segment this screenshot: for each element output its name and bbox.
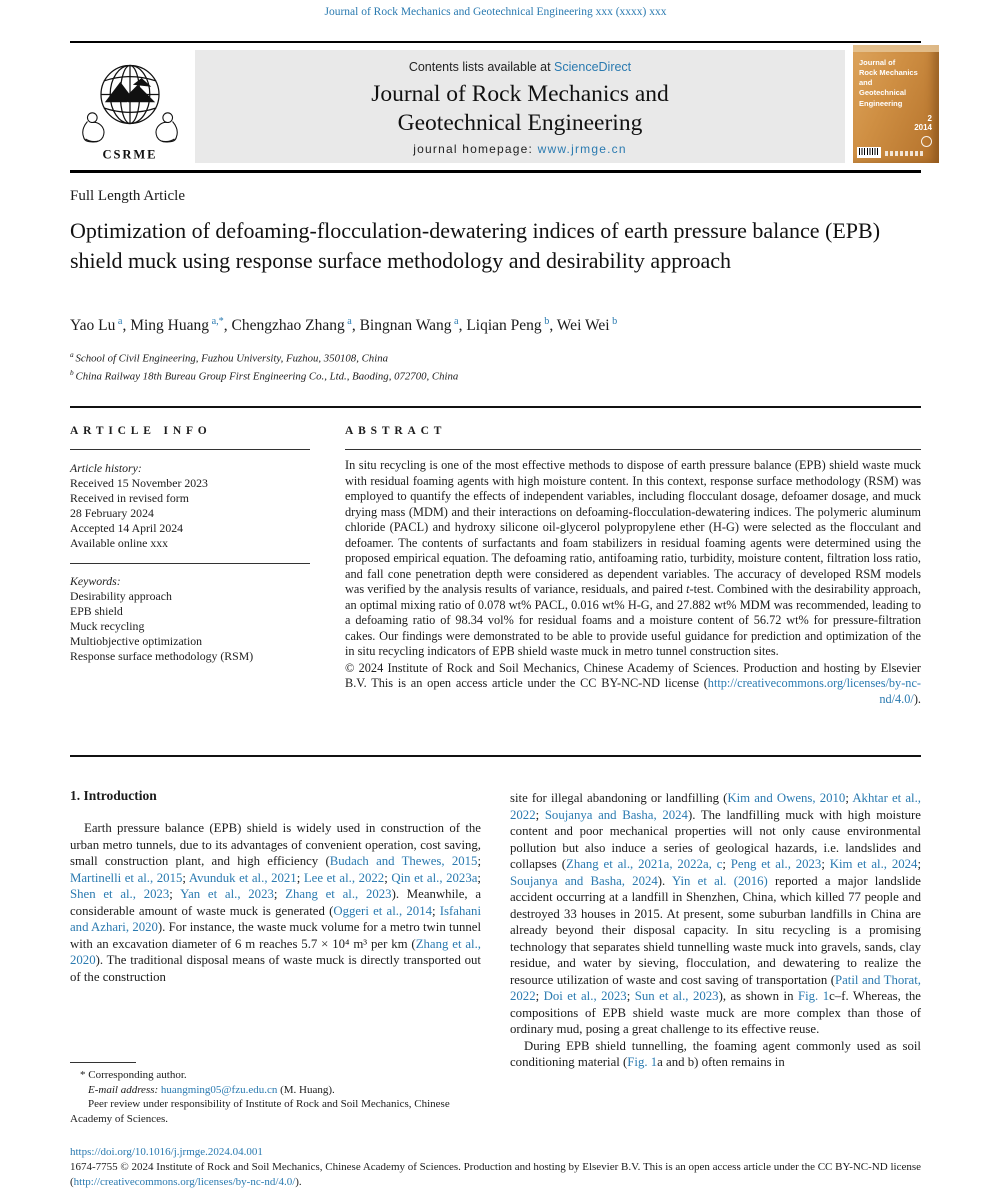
text-segment: 1674-7755 © 2024 Institute of Rock and Soil Mechanics, Chinese Academy of Sciences. Production and hosting by Elsevier B.V. This is an open access article under the CC BY-NC-ND license ( — [70, 1161, 921, 1188]
intro-paragraph-right — [510, 790, 921, 1038]
running-head: Journal of Rock Mechanics and Geotechnical Engineering xxx (xxxx) xxx — [324, 6, 667, 18]
journal-header-box — [195, 50, 845, 163]
affiliation-b — [70, 367, 921, 385]
article-title: Optimization of defoaming-flocculation-dewatering indices of earth pressure balance (EPB) shield muck using response surface methodology and desirability approach — [70, 218, 881, 273]
link[interactable]: Patil and Thorat, 2022 — [510, 972, 921, 1003]
text-segment: ). — [913, 691, 921, 706]
article-info-rule — [70, 449, 310, 450]
text-segment: School of Civil Engineering, Fuzhou University, Fuzhou, 350108, China — [75, 352, 388, 365]
link[interactable]: ScienceDirect — [554, 60, 632, 74]
link[interactable]: Kim and Owens, 2010 — [727, 791, 846, 805]
top-rule — [70, 41, 921, 43]
text-segment: E-mail address: — [88, 1083, 159, 1096]
body-column-right — [510, 790, 921, 1071]
text-segment: a — [70, 350, 76, 359]
article-history-label: Article history: — [70, 461, 142, 475]
cover-title-line1: Journal of — [859, 58, 896, 67]
link[interactable]: Zhang et al., 2023 — [285, 887, 392, 901]
text-segment: reported a major landslide accident occurring at a landfill in Shenzhen, China, which killed 77 people and destroyed 33 houses in 2015. At present, some suburban landfills in China are already beyond their disposal capacity. In situ recycling is a promising technology that separates shield tunnelling waste muck into gravels, sands, clay residue, and water by sieving, flocculation, and dewatering to realize the resource utilization of waste and cost saving of transportation ( — [510, 873, 921, 987]
meta-top-rule — [70, 406, 921, 408]
text-segment: ). Meanwhile, a considerable amount of waste muck is generated ( — [70, 887, 481, 918]
text-segment: ; — [917, 857, 921, 871]
link[interactable]: https://doi.org/10.1016/j.jrmge.2024.04.001 — [70, 1146, 263, 1158]
cover-emblem-icon — [921, 136, 932, 147]
link[interactable]: http://creativecommons.org/licenses/by-nc-nd/4.0/ — [707, 676, 921, 706]
text-segment: ; — [821, 857, 830, 871]
text-segment: c–f. Whereas, the compositions of EPB shield waste muck are more complex than those of ordinary mud, posing a great challenge to its effective reuse. — [510, 989, 921, 1036]
journal-homepage-line — [195, 142, 845, 156]
text-segment: ). The landfilling muck with high moisture content and poor mechanical properties will not only cause environmental pollution but also induce a series of geological hazards, i.e. landslides and collapses ( — [510, 807, 921, 871]
abstract-copyright — [345, 661, 921, 708]
cover-publisher-marks — [885, 151, 925, 156]
link[interactable]: Oggeri et al., 2014 — [333, 903, 432, 918]
cover-issue-year: 2014 — [914, 123, 932, 133]
history-line: Received in revised form — [70, 490, 189, 505]
contents-line — [195, 60, 845, 74]
text-segment: (M. Huang). — [277, 1083, 335, 1096]
abstract-rule — [345, 449, 921, 450]
link[interactable]: Martinelli et al., 2015 — [70, 870, 183, 885]
link[interactable]: Sun et al., 2023 — [634, 989, 719, 1003]
footnote-block — [70, 1068, 490, 1126]
journal-title-line1: Journal of Rock Mechanics and — [371, 81, 669, 107]
text-segment: Peer review under responsibility of Institute of Rock and Soil Mechanics, Chinese Academy of Sciences. — [70, 1098, 450, 1125]
link[interactable]: Yan et al., 2023 — [180, 887, 274, 901]
text-segment: a and b) often remains in — [657, 1055, 785, 1069]
text-segment: ; — [626, 989, 635, 1003]
link[interactable]: a — [344, 316, 352, 327]
link[interactable]: Fig. 1 — [797, 989, 830, 1003]
link[interactable]: b — [541, 316, 550, 327]
corresponding-author-note — [70, 1068, 490, 1083]
csrme-logo-icon — [72, 52, 188, 164]
authors-line — [70, 316, 921, 335]
peer-review-note — [70, 1097, 490, 1126]
history-line: Available online xxx — [70, 535, 169, 550]
text-segment: , Liqian Peng — [458, 317, 542, 335]
intro-paragraph-left — [70, 820, 481, 985]
link[interactable]: Fig. 1 — [627, 1055, 658, 1069]
barcode-icon — [857, 147, 881, 158]
text-segment: In situ recycling is one of the most effective methods to dispose of earth pressure balance (EPB) shield waste muck with residual foaming agents with high moisture content. In this context, response surface methodology (RSM) was employed to quantify the effects of independent variables, including flocculant dosage, defoamer dosage, and muck drying mass (MDM) and their interactions on defoaming-flocculation-dewatering indices. The polymeric aluminum chloride (PACL) and hydroxy silicone oil-glycerol polypropylene ether (H-G) were selected as the flocculant and defoamer. The contents of surfactants and foam stabilizers in residual foaming agents were determined using the proposed empirical equation. The defoaming ratio, antifoaming ratio, turbidity, moisture content, filtration loss ratio, and fall cone penetration depth were considered as dependent variables. The accuracy of developed RSM models was verified by the analysis results of variance, residuals, and paired — [345, 458, 921, 596]
text-segment: ; — [535, 807, 545, 822]
link[interactable]: Zhang et al., 2020 — [70, 936, 481, 967]
link[interactable]: Qin et al., 2023a — [391, 870, 478, 885]
text-segment: ). — [295, 1175, 302, 1188]
text-segment: Yao Lu — [70, 317, 116, 335]
text-segment: journal homepage: — [413, 142, 538, 156]
text-segment: ; — [432, 903, 440, 918]
text-segment: ; — [182, 870, 189, 885]
keyword: Muck recycling — [70, 618, 145, 633]
link[interactable]: Akhtar et al., 2022 — [510, 791, 921, 822]
article-history — [70, 461, 320, 550]
text-segment: * Corresponding author. — [80, 1069, 187, 1081]
text-segment: ; — [535, 989, 544, 1003]
link[interactable]: b — [609, 316, 618, 327]
text-segment: © 2024 Institute of Rock and Soil Mechanics, Chinese Academy of Sciences. Production and hosting by Elsevier B.V. This is an open access article under the CC BY-NC-ND license ( — [345, 660, 921, 690]
text-segment: Contents lists available at — [408, 60, 555, 74]
link[interactable]: Doi et al., 2023 — [543, 989, 627, 1003]
text-segment: During EPB shield tunnelling, the foaming agent commonly used as soil conditioning material ( — [510, 1038, 921, 1069]
text-segment: -test. Combined with the desirability approach, an optimal mixing ratio of 0.078 wt% PACL, 0.016 wt% H-G, and 27.882 wt% MDM was recommended, leading to a defoaming ratio of 98.34 vol% for residual foams and a moisture content of 56.72 wt% for pressure-filtration cakes. Our findings were demonstrated to be able to provide useful guidance for prediction and optimization of the in situ recycling indicators of EPB shield waste muck in metro tunnel construction sites. — [345, 582, 921, 658]
text-segment: China Railway 18th Bureau Group First Engineering Co., Ltd., Baoding, 072700, China — [75, 370, 459, 383]
link[interactable]: Zhang et al., 2021a, 2022a, c — [566, 857, 723, 871]
text-segment: b — [70, 368, 76, 378]
link[interactable]: Yin et al. (2016) — [671, 873, 768, 888]
link[interactable]: Lee et al., 2022 — [303, 870, 385, 885]
text-segment: Earth pressure balance (EPB) shield is widely used in construction of the urban metro tunnels, due to its advantages of convenient operation, cost saving, small construction plant, and high efficiency ( — [70, 821, 481, 868]
journal-cover-thumbnail[interactable] — [853, 45, 939, 163]
text-segment: , Wei Wei — [549, 317, 610, 335]
keyword: Response surface methodology (RSM) — [70, 648, 254, 663]
keyword: EPB shield — [70, 603, 123, 618]
cover-top-strip — [853, 45, 939, 52]
cover-title-line2: Rock Mechanics and — [859, 68, 918, 88]
link[interactable]: Peng et al., 2023 — [730, 857, 822, 871]
history-line: Accepted 14 April 2024 — [70, 520, 184, 535]
abstract-text — [345, 458, 921, 660]
text-segment: t — [686, 582, 690, 596]
link[interactable]: a — [115, 316, 123, 327]
text-segment: , Ming Huang — [122, 317, 210, 335]
text-segment: , Chengzhao Zhang — [223, 317, 345, 335]
cover-title — [859, 58, 933, 109]
text-segment: , Bingnan Wang — [351, 317, 452, 335]
link[interactable]: Isfahani and Azhari, 2020 — [70, 903, 481, 934]
journal-title-line2: Geotechnical Engineering — [397, 109, 643, 136]
link[interactable]: a — [451, 316, 459, 327]
csrme-logo — [72, 52, 188, 164]
section-heading-introduction: 1. Introduction — [70, 788, 157, 803]
affiliation-a — [70, 349, 921, 367]
link[interactable]: http://creativecommons.org/licenses/by-nc-nd/4.0/ — [73, 1175, 296, 1188]
text-segment: ), as shown in — [718, 989, 798, 1003]
link[interactable]: www.jrmge.cn — [537, 142, 627, 156]
history-line: Received 15 November 2023 — [70, 475, 208, 490]
cover-title-line4: Engineering — [859, 98, 903, 108]
text-segment: ; — [273, 887, 286, 901]
text-segment: ; — [169, 887, 181, 901]
abstract-block — [345, 458, 921, 707]
journal-title — [195, 80, 845, 137]
text-segment: site for illegal abandoning or landfilling ( — [510, 791, 728, 805]
keywords-rule — [70, 563, 310, 564]
link[interactable]: Avunduk et al., 2021 — [188, 870, 297, 885]
link[interactable]: Kim et al., 2024 — [829, 857, 918, 871]
cover-title-line3: Geotechnical — [859, 88, 907, 98]
text-segment: ). For instance, the waste muck volume for a metro twin tunnel with an excavation diameter of 6 m reaches 5.7 × 10⁴ m³ per km ( — [70, 920, 482, 951]
text-segment: ; — [296, 870, 304, 885]
link[interactable]: Soujanya and Basha, 2024 — [510, 873, 658, 888]
text-segment: ; — [477, 870, 481, 885]
keyword: Multiobjective optimization — [70, 633, 203, 648]
intro-paragraph-right-2 — [510, 1038, 921, 1071]
doi-line — [70, 1146, 921, 1158]
article-type-label: Full Length Article — [70, 188, 185, 204]
article-info-header: ARTICLE INFO — [70, 425, 212, 437]
csrme-caption: CSRME — [102, 147, 158, 162]
affiliations — [70, 349, 921, 386]
imprint-line — [70, 1160, 921, 1189]
link[interactable]: Soujanya and Basha, 2024 — [544, 807, 688, 822]
footnote-rule — [70, 1062, 136, 1063]
text-segment: ). — [657, 873, 672, 888]
keywords-block — [70, 574, 320, 663]
header-bottom-rule — [70, 170, 921, 173]
email-note — [70, 1083, 490, 1098]
body-column-left — [70, 820, 481, 985]
text-segment: ; — [384, 870, 392, 885]
text-segment: ; — [477, 854, 481, 868]
text-segment: ; — [845, 791, 853, 805]
text-segment: ). The traditional disposal means of waste muck is directly transported out of the construction — [70, 953, 481, 984]
link[interactable]: a,* — [209, 316, 224, 327]
abstract-bottom-rule — [70, 755, 921, 757]
text-segment: ; — [722, 857, 731, 871]
cover-issue — [914, 114, 932, 133]
history-line: 28 February 2024 — [70, 505, 154, 520]
keywords-label: Keywords: — [70, 574, 121, 588]
link[interactable]: huangming05@fzu.edu.cn — [160, 1083, 278, 1096]
abstract-header: ABSTRACT — [345, 425, 447, 437]
link[interactable]: Shen et al., 2023 — [70, 887, 170, 901]
cover-issue-number: 2 — [927, 113, 932, 123]
link[interactable]: Budach and Thewes, 2015 — [329, 854, 478, 868]
keyword: Desirability approach — [70, 588, 172, 603]
